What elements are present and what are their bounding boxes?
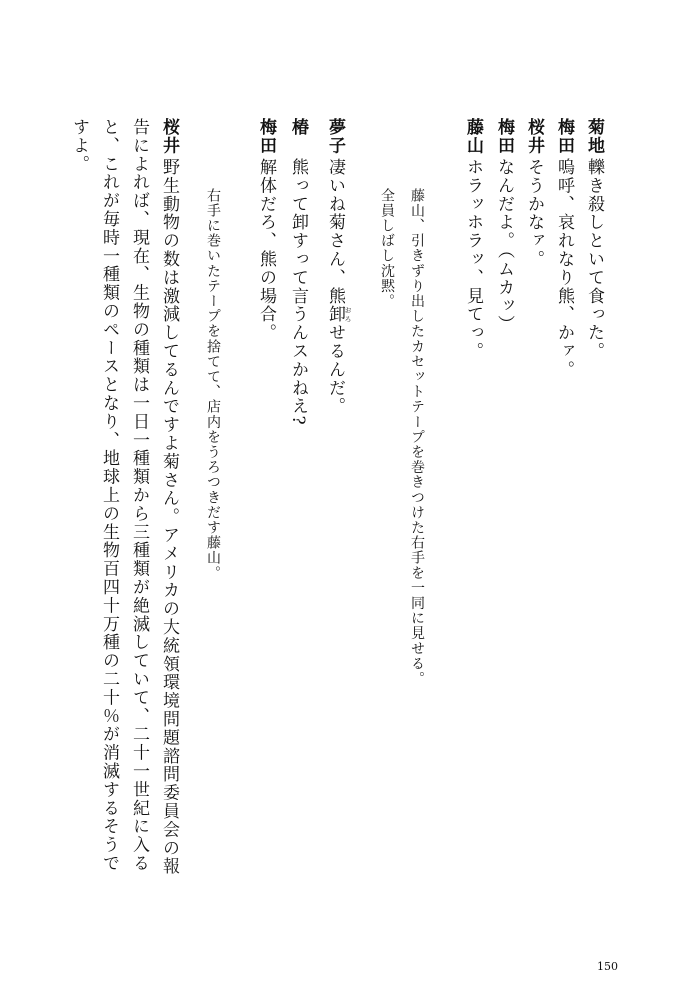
stage-direction: 右手に巻いたテープを捨てて、店内をうろつきだす藤山。 <box>205 188 221 581</box>
line-text: 野生動物の数は激減してるんですよ菊さん。アメリカの大統領環境問題諮問委員会の報告によれば、現在、生物の種類は一日一種類から三種類が絶滅していて、二十一世紀に入ると、これが毎時一種類のペースとなり、地球上の生物百四十万種の二十％が消滅するそうですよ。 <box>69 118 179 876</box>
speaker-name: 藤山 <box>463 118 483 155</box>
speaker-name: 桜井 <box>524 118 544 155</box>
ruby-reading: おろ <box>344 305 352 324</box>
ruby-word <box>325 305 352 324</box>
speaker-name: 椿 <box>288 118 308 137</box>
line-text: ホラッホラッ、見てっ。 <box>463 158 483 361</box>
speaker-name: 梅田 <box>256 118 276 155</box>
page-number: 150 <box>597 960 618 973</box>
line-text: 凄いね菊さん、熊 <box>325 158 345 306</box>
dialogue-line <box>257 118 274 342</box>
dialogue-line <box>555 118 572 379</box>
dialogue-line <box>464 118 481 360</box>
dialogue-line <box>326 118 352 416</box>
ruby-base: 卸 <box>325 305 345 324</box>
line-text: 嗚呼、哀れなり熊、かァ。 <box>554 158 574 379</box>
line-text: 熊って卸すって言うんスかねえ? <box>288 158 308 427</box>
line-text: そうかなァ。 <box>524 158 544 269</box>
speaker-name: 夢子 <box>325 118 345 155</box>
line-text: 轢き殺しといて食った。 <box>584 158 604 361</box>
speaker-name: 桜井 <box>159 118 179 155</box>
line-text: 解体だろ、熊の場合。 <box>256 158 276 342</box>
line-text: なんだよ。（ムカッ） <box>494 158 514 334</box>
stage-direction: 藤山、引きずり出したカセットテープを巻きつけた右手を一同に見せる。 <box>409 188 425 687</box>
dialogue-line-long <box>69 118 184 888</box>
stage-direction: 全員しばし沈黙。 <box>379 188 395 309</box>
speaker-name: 菊地 <box>584 118 604 155</box>
speaker-name: 梅田 <box>554 118 574 155</box>
dialogue-line <box>525 118 542 268</box>
dialogue-line <box>585 118 602 360</box>
dialogue-line <box>495 118 512 334</box>
line-text: せるんだ。 <box>325 323 345 416</box>
speaker-name: 梅田 <box>494 118 514 155</box>
dialogue-line <box>289 118 306 426</box>
